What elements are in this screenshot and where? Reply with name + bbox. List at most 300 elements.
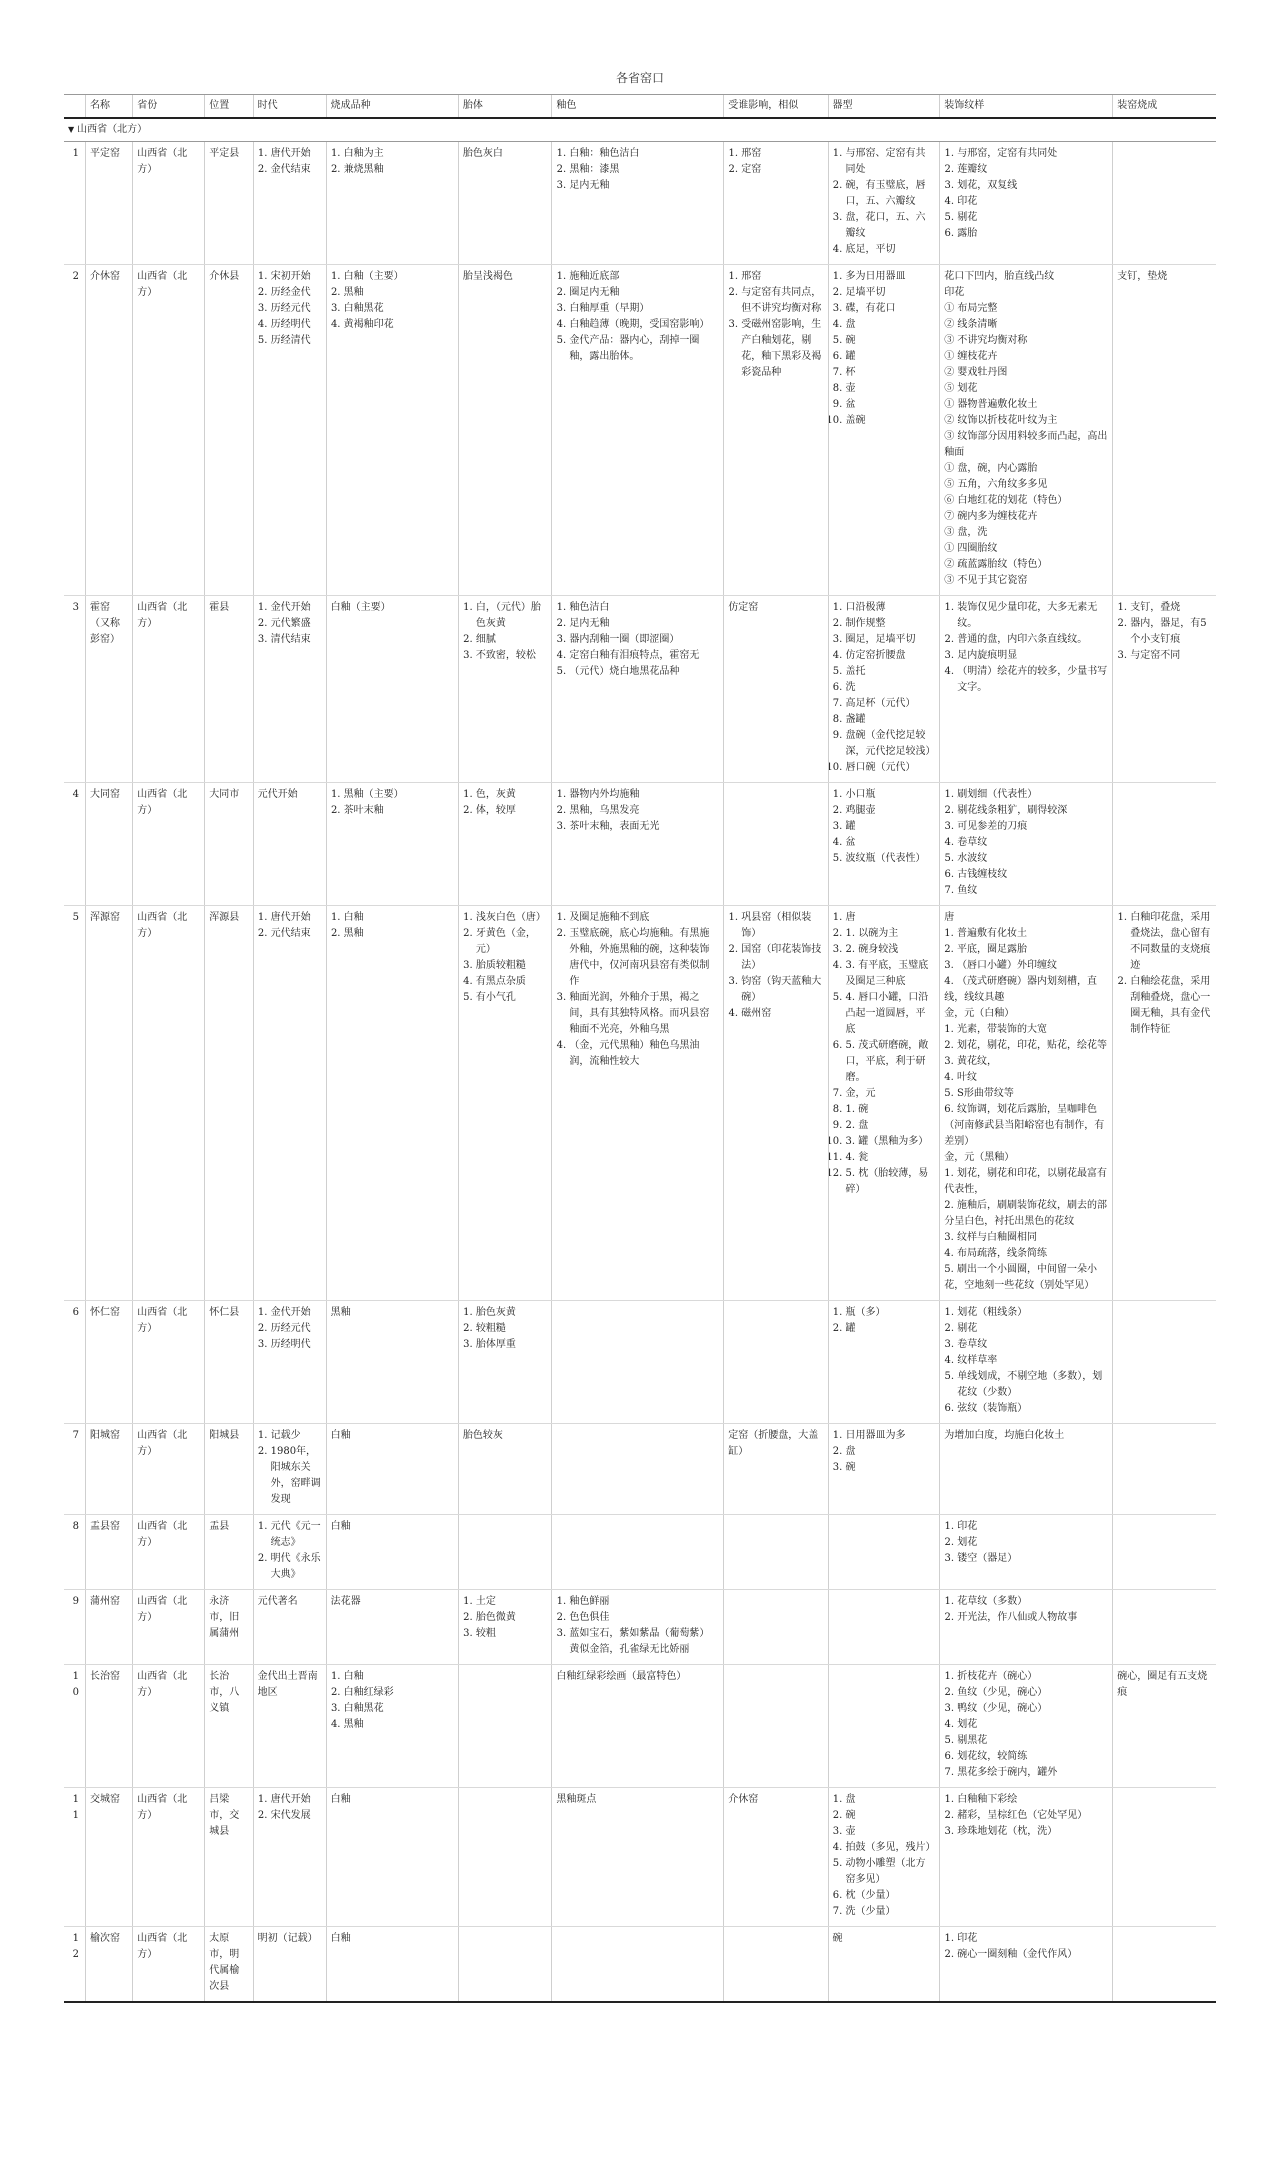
varieties-cell-list [331, 910, 454, 942]
row-number: 3 [64, 596, 85, 783]
text-line: 花口下凹内，胎直线凸纹 [944, 271, 1055, 282]
firing-cell [1113, 1301, 1216, 1424]
table-row[interactable] [64, 1590, 1216, 1665]
influence-cell [724, 783, 828, 906]
list-item: 2. 兼烧黑釉 [344, 162, 454, 178]
list-item: 3. 卷草纹 [957, 1337, 1108, 1353]
text-line: ③ 纹饰部分因用料较多而凸起，高出釉面 [944, 431, 1108, 458]
province-cell: 山西省（北方） [133, 906, 205, 1301]
decor-cell [940, 1424, 1113, 1515]
era-cell-lines [258, 1931, 322, 1947]
kiln-name: 浑源窑 [85, 906, 132, 1301]
list-item: 1. 器物内外均施釉 [569, 787, 719, 803]
list-item: 1. 白，（元代）胎色灰黄 [476, 600, 547, 632]
list-item: 5. 波纹瓶（代表性） [846, 851, 936, 867]
list-item: 11. 4. 瓮 [846, 1150, 936, 1166]
row-number: 9 [64, 1590, 85, 1665]
list-item: 1. 胎色灰黄 [476, 1305, 547, 1321]
text-line: 2. 划花，剔花，印花，贴花，绘花等 [944, 1040, 1107, 1051]
body-cell [458, 596, 551, 783]
column-header-firing[interactable]: 装窑烧成 [1113, 95, 1216, 119]
list-item: 6. 弦纹（装饰瓶） [957, 1401, 1108, 1417]
glaze-cell [552, 1301, 724, 1424]
list-item: 1. 口沿极薄 [846, 600, 936, 616]
kiln-name: 盂县窑 [85, 1515, 132, 1590]
text-line: 白釉 [330, 1794, 351, 1805]
list-item: 7. 黑花多绘于碗内，罐外 [957, 1765, 1108, 1781]
row-number: 11 [64, 1788, 85, 1927]
list-item: 2. 碗心一圈刻釉（金代作风） [957, 1947, 1108, 1963]
list-item: 3. 白釉黑花 [344, 1701, 454, 1717]
text-line: 胎色较灰 [462, 1430, 503, 1441]
list-item: 1. 土定 [476, 1594, 547, 1610]
text-line: 6. 纹饰调，划花后露胎，呈咖啡色（河南修武县当阳峪窑也有制作，有差别） [944, 1104, 1105, 1147]
text-line: 仿定窑 [728, 602, 759, 613]
group-cell[interactable] [64, 118, 1216, 142]
list-item: 3. 茶叶末釉，表面无光 [569, 819, 719, 835]
varieties-cell-list [331, 1669, 454, 1733]
text-line: ① 盘，碗，内心露胎 [944, 463, 1038, 474]
list-item: 2. 开光法，作八仙或人物故事 [957, 1610, 1108, 1626]
varieties-cell-lines [331, 600, 454, 616]
list-item: 3. 器内刮釉一圈（即涩圈） [569, 632, 719, 648]
table-row[interactable] [64, 1424, 1216, 1515]
list-item: 1. 支钉，叠烧 [1130, 600, 1212, 616]
influence-cell [724, 1590, 828, 1665]
kiln-name: 霍窑（又称彭窑） [85, 596, 132, 783]
text-line: 胎呈浅褐色 [462, 271, 513, 282]
list-item: 1. 印花 [957, 1931, 1108, 1947]
list-item: 1. 浅灰白色（唐） [476, 910, 547, 926]
shapes-cell [828, 906, 940, 1301]
list-item: 1. 及圈足施釉不到底 [569, 910, 719, 926]
shapes-cell-list [833, 146, 936, 258]
list-item: 1. 多为日用器皿 [846, 269, 936, 285]
location-cell: 阳城县 [205, 1424, 253, 1515]
era-cell [253, 265, 326, 596]
text-line: 1. 划花，剔花和印花，以剔花最富有代表性， [944, 1168, 1107, 1195]
list-item: 2. 定窑 [741, 162, 823, 178]
list-item: 2. 国窑（印花装饰技法） [741, 942, 823, 974]
list-item: 7. 鱼纹 [957, 883, 1108, 899]
row-number: 2 [64, 265, 85, 596]
list-item: 1. 白釉印花盘，采用叠烧法，盘心留有不同数量的支烧痕迹 [1130, 910, 1212, 974]
firing-cell [1113, 1788, 1216, 1927]
location-cell: 霍县 [205, 596, 253, 783]
body-cell [458, 1788, 551, 1927]
varieties-cell [326, 1927, 458, 2003]
era-cell [253, 1927, 326, 2003]
list-item: 5. 剔黑花 [957, 1733, 1108, 1749]
era-cell-list [258, 910, 322, 942]
location-cell: 吕梁市，交城县 [205, 1788, 253, 1927]
list-item: 2. 1980年，阳城东关外，窑畔调发现 [271, 1444, 322, 1508]
shapes-cell [828, 783, 940, 906]
list-item: 1. 折枝花卉（碗心） [957, 1669, 1108, 1685]
group-row[interactable] [64, 118, 1216, 142]
text-line: 元代开始 [257, 789, 298, 800]
list-item: 5. 4. 唇口小罐，口沿凸起一道圆唇，平底 [846, 990, 936, 1038]
caret-down-icon[interactable]: ▼ [68, 125, 75, 134]
list-item: 3. 鸭纹（少见，碗心） [957, 1701, 1108, 1717]
body-cell-list [463, 1594, 547, 1642]
table-row[interactable] [64, 783, 1216, 906]
list-item: 7. 洗（少量） [846, 1904, 936, 1920]
list-item: 2. 黑釉 [344, 926, 454, 942]
influence-cell-lines [728, 1792, 823, 1808]
list-item: 6. 枕（少量） [846, 1888, 936, 1904]
list-item: 2. 明代《永乐大典》 [271, 1551, 322, 1583]
column-header-influence[interactable]: 受谁影响，相似 [724, 95, 828, 119]
province-cell: 山西省（北方） [133, 1788, 205, 1927]
list-item: 3. 圈足，足墙平切 [846, 632, 936, 648]
body-cell [458, 1927, 551, 2003]
list-item: 5. 剔花 [957, 210, 1108, 226]
row-number: 12 [64, 1927, 85, 2003]
varieties-cell-lines [331, 1519, 454, 1535]
shapes-cell [828, 265, 940, 596]
firing-cell [1113, 1515, 1216, 1590]
era-cell-list [258, 600, 322, 648]
glaze-cell [552, 265, 724, 596]
text-line: 唐 [944, 912, 955, 923]
list-item: 3. 釉面光润，外釉介于黑，褐之间，具有其独特风格。而巩县窑釉面不光亮，外釉乌黑 [569, 990, 719, 1038]
firing-cell [1113, 142, 1216, 265]
text-line: 4. （茂式研磨碗）器内划刻槽，直线，线纹具趣 [944, 976, 1097, 1003]
decor-cell [940, 1665, 1113, 1788]
shapes-cell-list [833, 1792, 936, 1920]
text-line: 4. 叶纹 [944, 1072, 977, 1083]
kiln-table [64, 94, 1216, 2003]
era-cell [253, 783, 326, 906]
text-line: 3. 黄花纹， [944, 1056, 997, 1067]
text-line: 4. 布局疏落，线条简练 [944, 1248, 1047, 1259]
list-item: 4. 黄褐釉印花 [344, 317, 454, 333]
list-item: 2. 划花 [957, 1535, 1108, 1551]
table-row[interactable] [64, 1665, 1216, 1788]
location-cell: 长治市，八义镇 [205, 1665, 253, 1788]
table-row[interactable] [64, 1927, 1216, 2003]
text-line: 白釉（主要） [330, 602, 391, 613]
glaze-cell [552, 596, 724, 783]
decor-cell-list [944, 1519, 1108, 1567]
location-cell: 平定县 [205, 142, 253, 265]
text-line: 印花 [944, 287, 965, 298]
list-item: 10. 3. 罐（黑釉为多） [846, 1134, 936, 1150]
list-item: 4. 纹样草率 [957, 1353, 1108, 1369]
decor-cell-lines [944, 1428, 1108, 1444]
list-item: 1. 划花（粗线条） [957, 1305, 1108, 1321]
glaze-cell-list [556, 146, 719, 194]
list-item: 2. 盘 [846, 1444, 936, 1460]
text-line: ② 婴戏牡丹图 [944, 367, 1008, 378]
text-line: ① 四圈胎纹 [944, 543, 998, 554]
list-item: 1. 花草纹（多数） [957, 1594, 1108, 1610]
list-item: 4. 有黑点杂质 [476, 974, 547, 990]
column-header-glaze[interactable]: 釉色 [552, 95, 724, 119]
list-item: 1. 印花 [957, 1519, 1108, 1535]
list-item: 1. 记载少 [271, 1428, 322, 1444]
column-header-era[interactable]: 时代 [253, 95, 326, 119]
province-cell: 山西省（北方） [133, 1424, 205, 1515]
list-item: 3. 清代结束 [271, 632, 322, 648]
list-item: 2. 赭彩，呈棕红色（它处罕见） [957, 1808, 1108, 1824]
kiln-name: 大同窑 [85, 783, 132, 906]
text-line: ① 布局完整 [944, 303, 998, 314]
list-item: 1. 小口瓶 [846, 787, 936, 803]
list-item: 9. 盘碗（金代挖足较深，元代挖足较浅） [846, 728, 936, 760]
influence-cell [724, 1665, 828, 1788]
list-item: 3. 胎质较粗糙 [476, 958, 547, 974]
text-line: 金，元（黑釉） [944, 1152, 1015, 1163]
decor-cell-list [944, 1669, 1108, 1781]
list-item: 4. 印花 [957, 194, 1108, 210]
list-item: 6. 洗 [846, 680, 936, 696]
column-header-varieties[interactable]: 烧成品种 [326, 95, 458, 119]
varieties-cell [326, 265, 458, 596]
list-item: 2. 鱼纹（少见，碗心） [957, 1685, 1108, 1701]
column-header-province[interactable]: 省份 [133, 95, 205, 119]
list-item: 2. 与定窑有共同点，但不讲究均衡对称 [741, 285, 823, 317]
era-cell-list [258, 269, 322, 349]
list-item: 3. 历经元代 [271, 301, 322, 317]
list-item: 7. 高足杯（元代） [846, 696, 936, 712]
page-title: 各省窑口 [615, 71, 664, 85]
list-item: 4. 拍鼓（多见，残片） [846, 1840, 936, 1856]
list-item: 2. 莲瓣纹 [957, 162, 1108, 178]
era-cell [253, 596, 326, 783]
text-line: 2. 平底，圈足露胎 [944, 944, 1027, 955]
text-line: ① 器物普遍敷化妆土 [944, 399, 1038, 410]
list-item: 1. 日用器皿为多 [846, 1428, 936, 1444]
varieties-cell [326, 1665, 458, 1788]
text-line: ⑥ 白地红花的划花（特色） [944, 495, 1068, 506]
decor-cell [940, 906, 1113, 1301]
shapes-cell [828, 1590, 940, 1665]
shapes-cell [828, 142, 940, 265]
glaze-cell-list [556, 1594, 719, 1658]
decor-cell [940, 596, 1113, 783]
list-item: 3. 壶 [846, 1824, 936, 1840]
glaze-cell [552, 783, 724, 906]
list-item: 1. 白釉釉下彩绘 [957, 1792, 1108, 1808]
era-cell [253, 1665, 326, 1788]
text-line: 支钉，垫烧 [1117, 271, 1168, 282]
list-item: 3. 碟，有花口 [846, 301, 936, 317]
list-item: 2. 细腻 [476, 632, 547, 648]
list-item: 1. 唐代开始 [271, 146, 322, 162]
list-item: 1. 白釉 [344, 1669, 454, 1685]
varieties-cell-list [331, 146, 454, 178]
firing-cell [1113, 1665, 1216, 1788]
text-line: 2. 施釉后，刷刷装饰花纹，刷去的部分呈白色，衬托出黑色的花纹 [944, 1200, 1107, 1227]
shapes-cell [828, 1301, 940, 1424]
list-item: 1. 装饰仅见少量印花，大多无素无纹。 [957, 600, 1108, 632]
text-line: 介休窑 [728, 1794, 759, 1805]
decor-cell-list [944, 146, 1108, 242]
location-cell: 大同市 [205, 783, 253, 906]
influence-cell-list [728, 910, 823, 1022]
list-item: 2. 碗 [846, 1808, 936, 1824]
list-item: 1. 宋初开始 [271, 269, 322, 285]
list-item: 3. 2. 碗身较浅 [846, 942, 936, 958]
column-header-shapes[interactable]: 器型 [828, 95, 940, 119]
influence-cell [724, 596, 828, 783]
list-item: 2. 历经金代 [271, 285, 322, 301]
list-item: 2. 元代繁盛 [271, 616, 322, 632]
influence-cell [724, 1515, 828, 1590]
list-item: 1. 唐 [846, 910, 936, 926]
text-line: 法花器 [330, 1596, 361, 1607]
list-item: 3. 较粗 [476, 1626, 547, 1642]
table-row[interactable] [64, 265, 1216, 596]
glaze-cell-list [556, 600, 719, 680]
decor-cell [940, 1515, 1113, 1590]
list-item: 2. 制作规整 [846, 616, 936, 632]
list-item: 2. 1. 以碗为主 [846, 926, 936, 942]
decor-cell-list [944, 1792, 1108, 1840]
shapes-cell-list [833, 1428, 936, 1476]
header-row [64, 95, 1216, 119]
shapes-cell [828, 596, 940, 783]
glaze-cell [552, 1424, 724, 1515]
province-cell: 山西省（北方） [133, 1515, 205, 1590]
column-header-decor[interactable]: 装饰纹样 [940, 95, 1113, 119]
list-item: 6. 露胎 [957, 226, 1108, 242]
list-item: 5. 金代产品：器内心，刮掉一圈釉，露出胎体。 [569, 333, 719, 365]
list-item: 4. 卷草纹 [957, 835, 1108, 851]
influence-cell-list [728, 146, 823, 178]
list-item: 5. 盖托 [846, 664, 936, 680]
list-item: 2. 剔花 [957, 1321, 1108, 1337]
list-item: 3. 蓝如宝石，紫如紫晶（葡萄紫）黄似金箔，孔雀绿无比娇丽 [569, 1626, 719, 1658]
location-cell: 永济市，旧属蒲州 [205, 1590, 253, 1665]
text-line: ③ 不见于其它瓷窑 [944, 575, 1028, 586]
column-header-name[interactable]: 名称 [85, 95, 132, 119]
glaze-cell [552, 1927, 724, 2003]
firing-cell-lines [1117, 269, 1212, 285]
list-item: 5. 水波纹 [957, 851, 1108, 867]
list-item: 4. 定窑白釉有泪痕特点，霍窑无 [569, 648, 719, 664]
decor-cell [940, 1788, 1113, 1927]
kiln-name: 介休窑 [85, 265, 132, 596]
list-item: 10. 盖碗 [846, 413, 936, 429]
influence-cell [724, 1424, 828, 1515]
firing-cell-list [1117, 910, 1212, 1038]
firing-cell-list [1117, 600, 1212, 664]
text-line: 3. （唇口小罐）外印缠纹 [944, 960, 1057, 971]
decor-cell-list [944, 787, 1108, 899]
shapes-cell-list [833, 269, 936, 429]
era-cell-lines [258, 1669, 322, 1701]
body-cell-list [463, 1305, 547, 1353]
body-cell-lines [463, 1428, 547, 1444]
location-cell: 盂县 [205, 1515, 253, 1590]
list-item: 4. 盆 [846, 835, 936, 851]
location-cell: 浑源县 [205, 906, 253, 1301]
varieties-cell [326, 1515, 458, 1590]
row-number: 8 [64, 1515, 85, 1590]
shapes-cell-list [833, 1305, 936, 1337]
column-header [64, 95, 85, 119]
table-row[interactable] [64, 1515, 1216, 1590]
shapes-cell-list [833, 600, 936, 776]
kiln-name: 平定窑 [85, 142, 132, 265]
decor-cell-lines [944, 269, 1108, 589]
kiln-name: 榆次窑 [85, 1927, 132, 2003]
varieties-cell [326, 1301, 458, 1424]
body-cell [458, 265, 551, 596]
list-item: 1. 邢窑 [741, 146, 823, 162]
era-cell [253, 142, 326, 265]
list-item: 4. 划花 [957, 1717, 1108, 1733]
influence-cell-lines [728, 1428, 823, 1460]
list-item: 2. 白釉绘花盘，采用刮釉叠烧，盘心一圈无釉，具有金代制作特征 [1130, 974, 1212, 1038]
list-item: 7. 金，元 [846, 1086, 936, 1102]
list-item: 6. 古钱缠枝纹 [957, 867, 1108, 883]
era-cell-list [258, 1519, 322, 1583]
table-row[interactable] [64, 906, 1216, 1301]
list-item: 3. 白釉厚重（早期） [569, 301, 719, 317]
list-item: 2. 足内无釉 [569, 616, 719, 632]
firing-cell [1113, 596, 1216, 783]
list-item: 2. 历经元代 [271, 1321, 322, 1337]
list-item: 1. 邢窑 [741, 269, 823, 285]
body-cell-list [463, 910, 547, 1006]
kiln-name: 长治窑 [85, 1665, 132, 1788]
list-item: 4. 仿定窑折腰盘 [846, 648, 936, 664]
era-cell [253, 1788, 326, 1927]
decor-cell [940, 142, 1113, 265]
row-number: 6 [64, 1301, 85, 1424]
column-header-location[interactable]: 位置 [205, 95, 253, 119]
shapes-cell-list [833, 787, 936, 867]
varieties-cell [326, 1424, 458, 1515]
list-item: 2. 茶叶末釉 [344, 803, 454, 819]
list-item: 3. 钧窑（钩天蓝釉大碗） [741, 974, 823, 1006]
table-row[interactable] [64, 1301, 1216, 1424]
decor-cell-list [944, 1594, 1108, 1626]
varieties-cell-lines [331, 1792, 454, 1808]
province-cell: 山西省（北方） [133, 265, 205, 596]
list-item: 6. 罐 [846, 349, 936, 365]
table-row[interactable] [64, 142, 1216, 265]
text-line: 白釉红绿彩绘画（最富特色） [556, 1671, 687, 1682]
list-item: 10. 唇口碗（元代） [846, 760, 936, 776]
province-cell: 山西省（北方） [133, 1927, 205, 2003]
text-line: ⑤ 划花 [944, 383, 978, 394]
row-number: 4 [64, 783, 85, 906]
body-cell-list [463, 600, 547, 664]
list-item: 3. 与定窑不同 [1130, 648, 1212, 664]
list-item: 3. 盘，花口，五、六瓣纹 [846, 210, 936, 242]
table-row[interactable] [64, 596, 1216, 783]
list-item: 5. （元代）烧白地黑花品种 [569, 664, 719, 680]
table-row[interactable] [64, 1788, 1216, 1927]
glaze-cell-lines [556, 1792, 719, 1808]
glaze-cell-list [556, 787, 719, 835]
decor-cell-list [944, 1305, 1108, 1417]
era-cell [253, 1301, 326, 1424]
body-cell [458, 1515, 551, 1590]
era-cell-lines [258, 787, 322, 803]
glaze-cell [552, 142, 724, 265]
list-item: 5. 碗 [846, 333, 936, 349]
varieties-cell [326, 596, 458, 783]
list-item: 1. 白釉：釉色洁白 [569, 146, 719, 162]
varieties-cell-list [331, 269, 454, 333]
column-header-body[interactable]: 胎体 [458, 95, 551, 119]
